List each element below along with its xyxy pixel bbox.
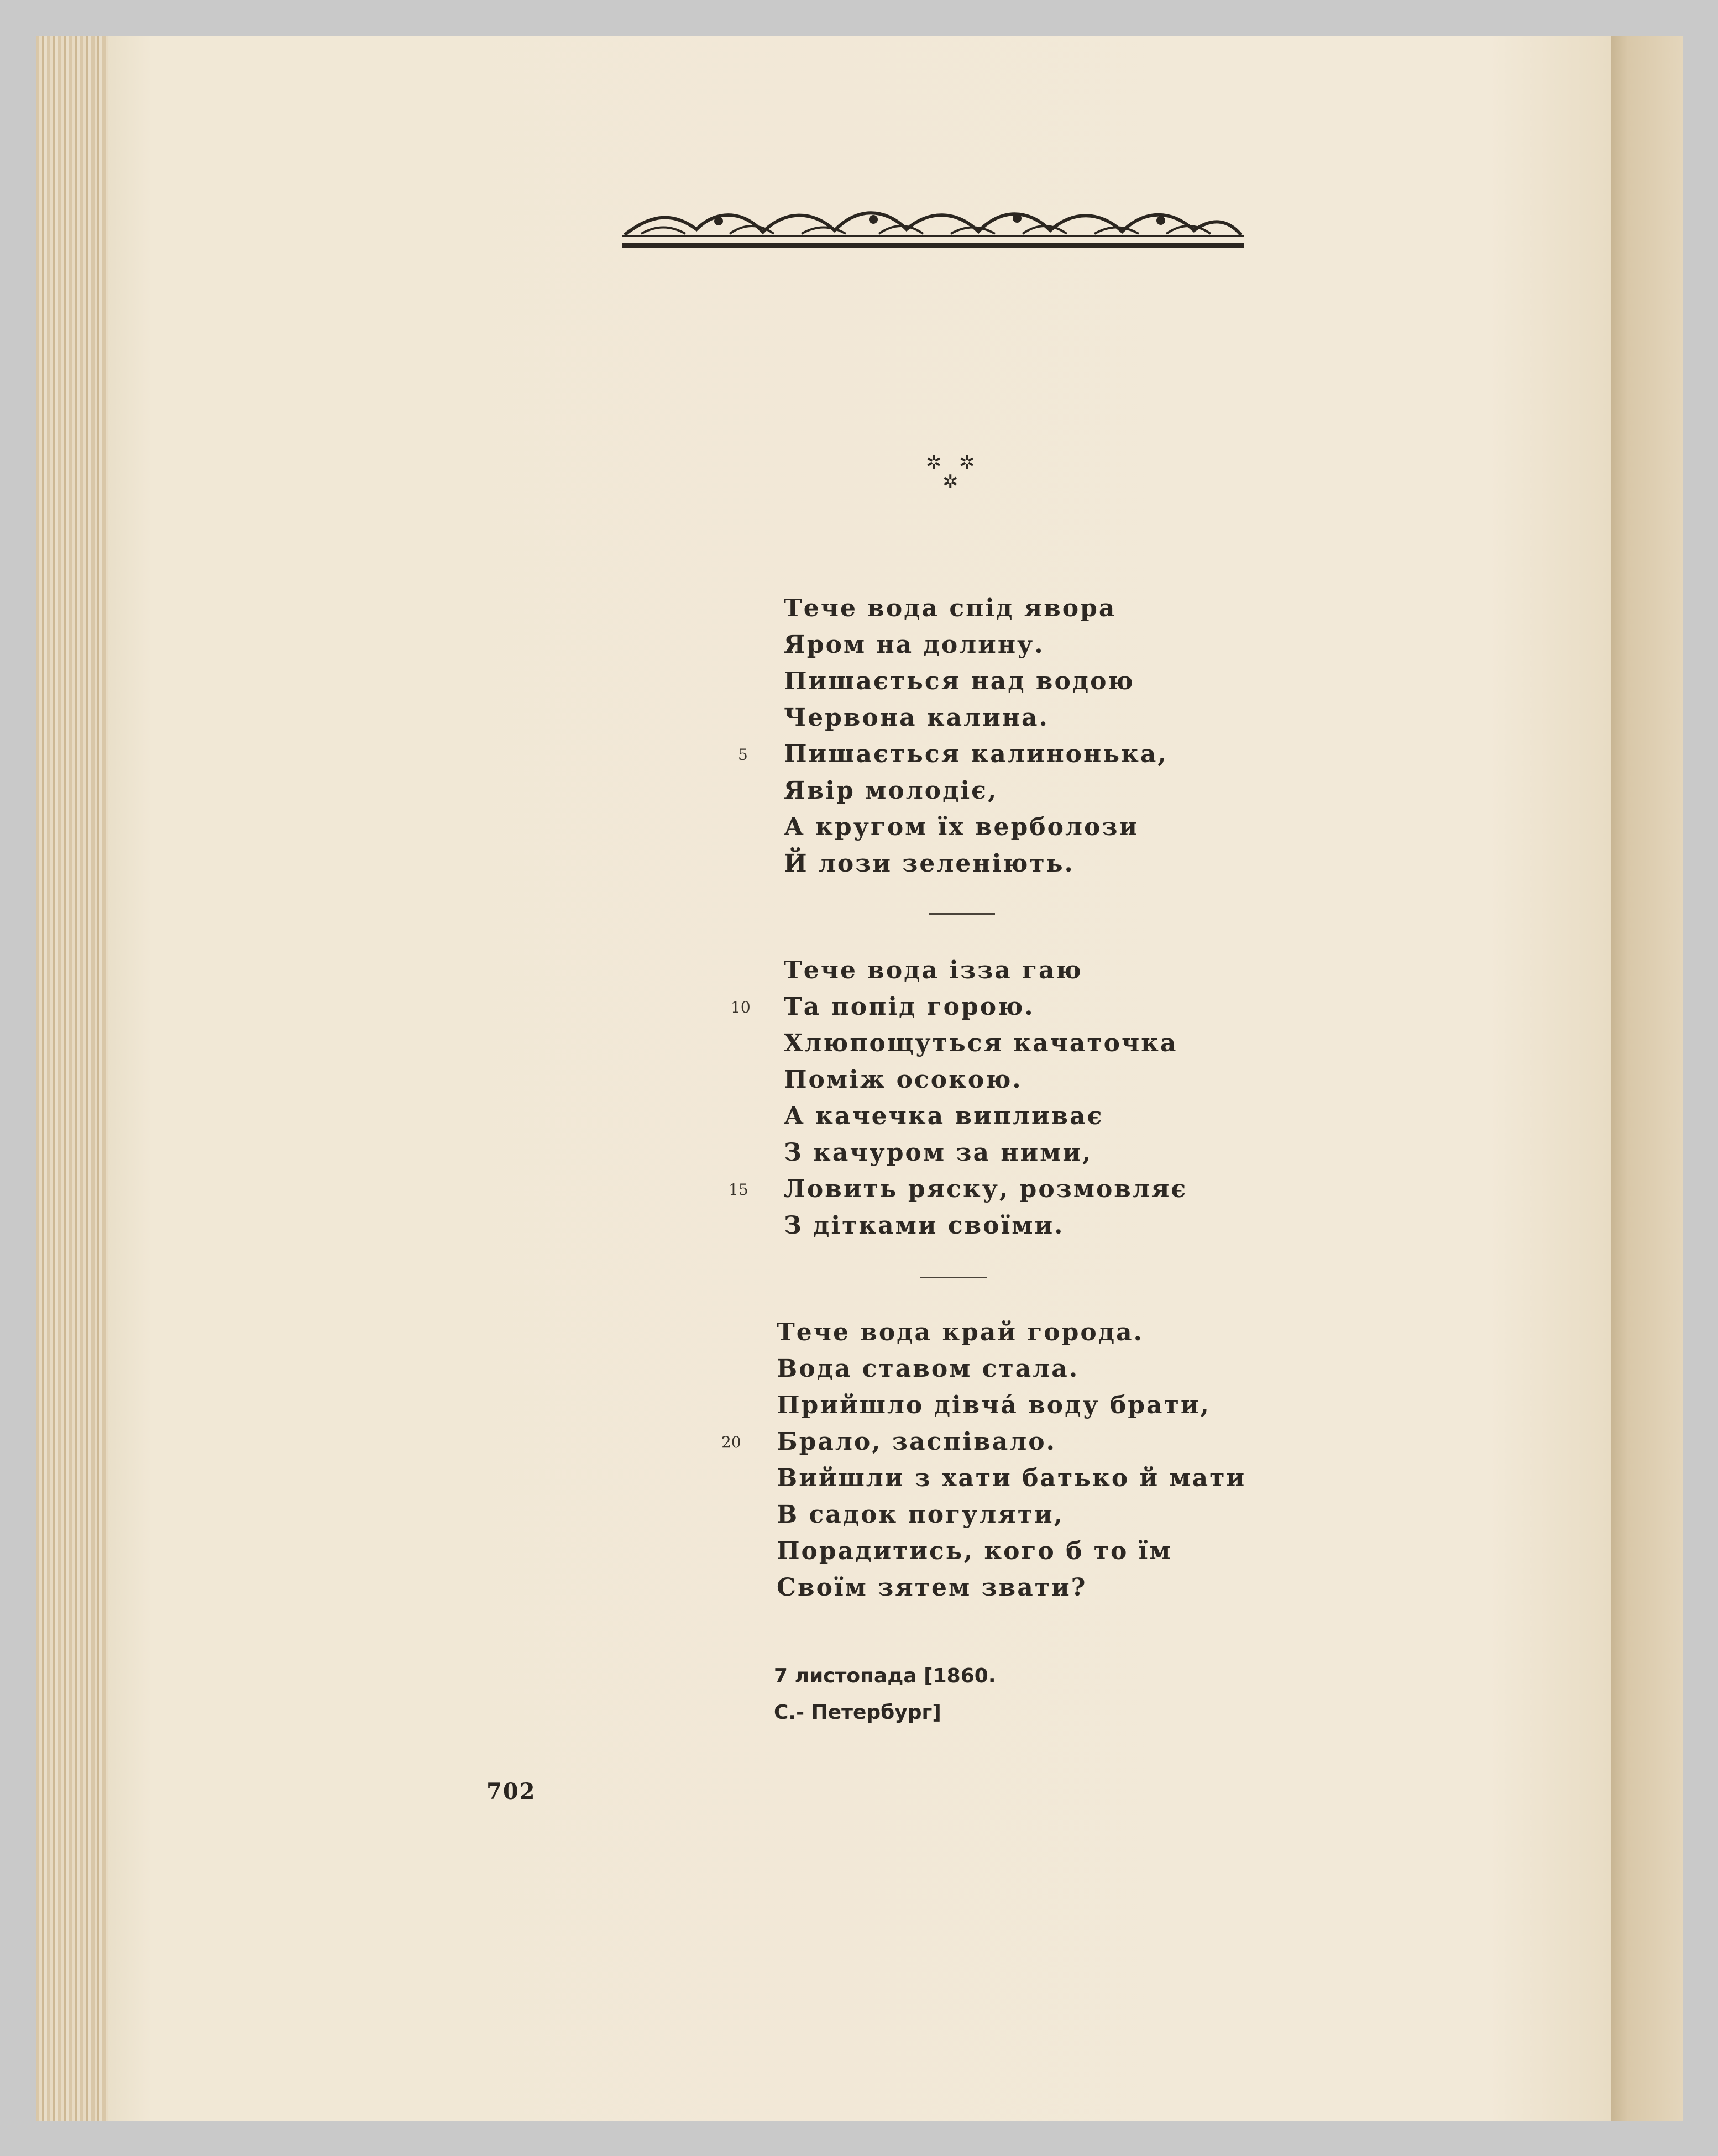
- poem-line: Явір молодіє,: [784, 777, 998, 805]
- line-number: 20: [721, 1433, 741, 1451]
- poem-line: Ловить ряску, розмовляє: [784, 1175, 1188, 1203]
- poem-line: Й лози зеленіють.: [784, 849, 1075, 878]
- poem-line: Червона калина.: [784, 704, 1049, 732]
- poem-line: Порадитись, кого б то їм: [777, 1537, 1172, 1565]
- place-line: С.- Петербург]: [774, 1701, 941, 1724]
- asterism-star: ✲: [959, 452, 975, 474]
- poem-line: З дітками своїми.: [784, 1211, 1065, 1240]
- poem-line: Пишається над водою: [784, 667, 1135, 695]
- poem-line: Прийшло дівча́ воду брати,: [777, 1391, 1211, 1419]
- poem-line: Брало, заспівало.: [777, 1428, 1056, 1456]
- line-number: 15: [729, 1181, 748, 1199]
- poem-line: А качечка випливає: [784, 1102, 1104, 1130]
- poem-line: Вода ставом стала.: [777, 1355, 1080, 1383]
- poem-line: А кругом їх верболози: [784, 813, 1139, 841]
- poem-line: Пишається калинонька,: [784, 740, 1168, 768]
- date-line: 7 листопада [1860.: [774, 1665, 996, 1687]
- poem-line: Тече вода спід явора: [784, 594, 1117, 622]
- poem-line: Яром на долину.: [784, 631, 1045, 659]
- page-number: 702: [486, 1779, 536, 1804]
- poem-line: В садок погуляти,: [777, 1501, 1065, 1529]
- asterism-star: ✲: [926, 452, 942, 474]
- poem-line: Своїм зятем звати?: [777, 1573, 1087, 1602]
- poem-line: З качуром за ними,: [784, 1139, 1093, 1167]
- stanza-rule: [929, 913, 995, 915]
- poem-line: Тече вода ізза гаю: [784, 956, 1083, 984]
- asterism-star: ✲: [942, 471, 958, 493]
- line-number: 5: [738, 746, 748, 764]
- line-number: 10: [731, 998, 751, 1016]
- poem-line: Вийшли з хати батько й мати: [777, 1464, 1246, 1492]
- poem-line: Та попід горою.: [784, 993, 1035, 1021]
- poem-line: Хлюпощуться качаточка: [784, 1029, 1178, 1057]
- stanza-rule: [920, 1277, 987, 1278]
- poem-line: Поміж осокою.: [784, 1066, 1023, 1094]
- poem-line: Тече вода край города.: [777, 1318, 1144, 1346]
